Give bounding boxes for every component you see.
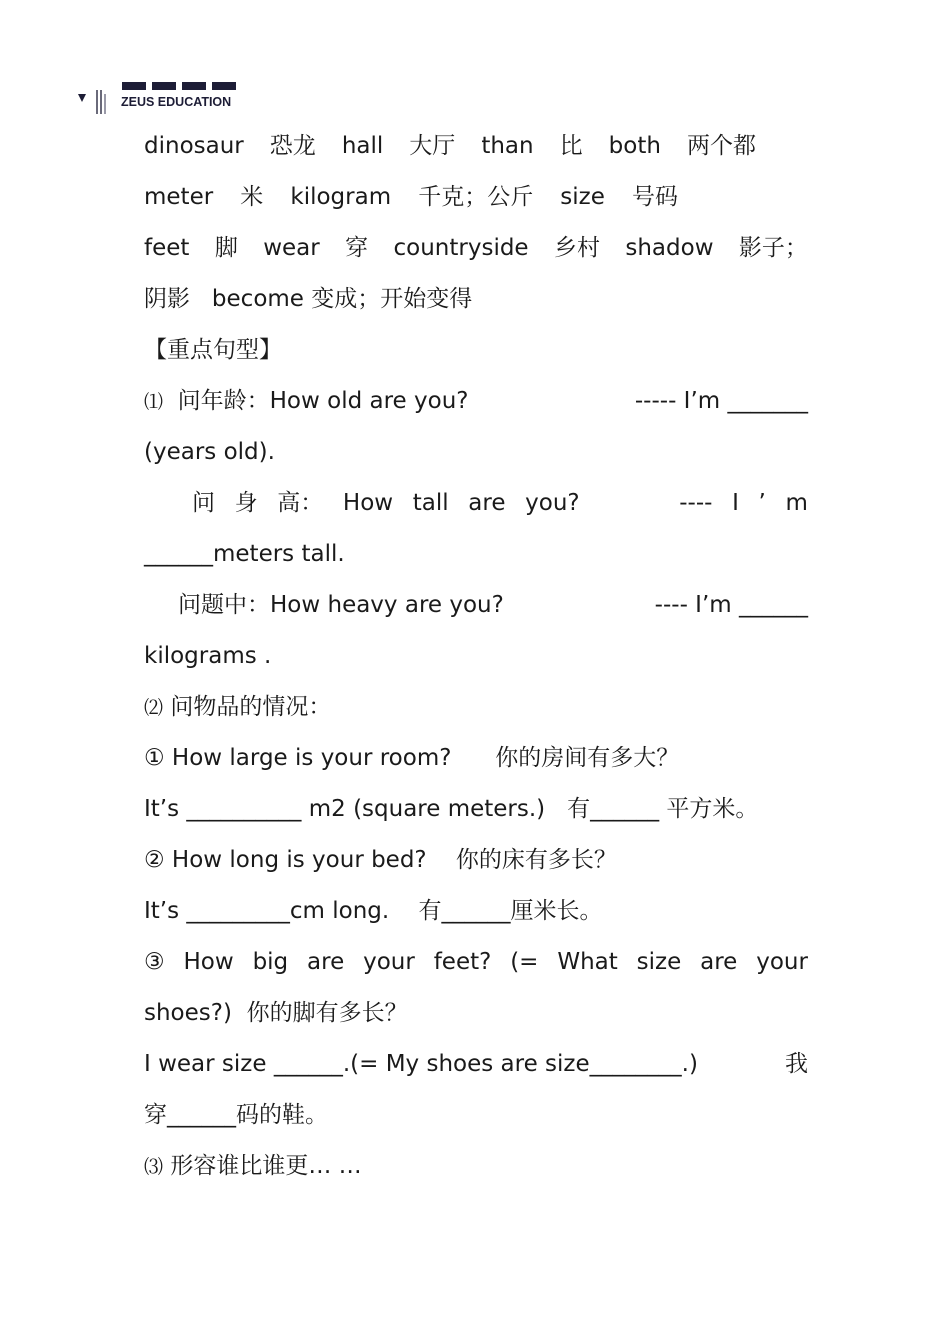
vocab-meaning: 脚: [214, 235, 238, 261]
vocab-meaning: 穿: [345, 235, 369, 261]
vocab-word: countryside: [393, 235, 529, 261]
item-number: ⑴: [144, 391, 164, 413]
height-part: tall: [412, 490, 449, 516]
height-part: How: [342, 490, 394, 516]
weight-question-line: [144, 580, 808, 631]
height-part: you?: [525, 490, 580, 516]
bed-answer: It’s _________cm long. 有______厘米长。: [144, 898, 603, 924]
height-part: are: [468, 490, 506, 516]
section-title: [144, 325, 808, 376]
document-body: [144, 121, 808, 1192]
vocab-meaning: 比: [559, 133, 583, 159]
vocab-meaning: 影子；: [738, 235, 808, 261]
weight-question: 问题中：How heavy are you?: [178, 592, 504, 618]
age-question-line: [144, 376, 808, 427]
vocab-line-1: [144, 121, 756, 172]
height-part: ----: [679, 490, 713, 516]
compare-title-line: [144, 1141, 808, 1192]
wear-text: I wear size ______.(= My shoes are size________.): [144, 1051, 698, 1077]
feet-part: feet?: [433, 949, 492, 975]
feet-question-continued: [144, 988, 808, 1039]
vocab-meaning: 乡村: [553, 235, 600, 261]
vocab-word: than: [481, 133, 534, 159]
item-number: ⑵: [144, 697, 164, 719]
height-question-line: [144, 478, 808, 529]
feet-part: your: [756, 949, 808, 975]
room-answer: It’s __________ m2 (square meters.) 有______ 平方米。: [144, 796, 759, 822]
vocab-meaning: 恐龙: [269, 133, 316, 159]
wear-text-end: 我: [785, 1051, 808, 1077]
bed-question-line: [144, 835, 808, 886]
vocab-meaning: 两个都: [686, 133, 756, 159]
height-part: ’: [758, 490, 766, 516]
items-title-line: [144, 682, 808, 733]
feet-question-line: [144, 937, 808, 988]
height-part: I: [732, 490, 739, 516]
age-answer: ----- I’m _______: [634, 388, 808, 414]
wear-line-continued: [144, 1090, 808, 1141]
vocab-word: meter: [144, 184, 214, 210]
room-question: ① How large is your room? 你的房间有多大？: [144, 745, 680, 771]
bed-question: ② How long is your bed? 你的床有多长？: [144, 847, 617, 873]
vocab-line-2: [144, 172, 678, 223]
logo-chinese-text-cropped: [120, 80, 238, 90]
vocab-word: shadow: [625, 235, 714, 261]
weight-answer-continued: [144, 631, 808, 682]
items-title: 问物品的情况：: [170, 694, 332, 720]
height-part: 高：: [277, 490, 324, 516]
feet-part: (=: [510, 949, 539, 975]
vocab-meaning: 号码: [632, 184, 678, 210]
zeus-education-logo: [78, 80, 248, 114]
bed-answer-line: [144, 886, 808, 937]
room-answer-line: [144, 784, 808, 835]
vocab-word: hall: [341, 133, 384, 159]
item-number: ⑶: [144, 1156, 164, 1178]
age-question-text: 问年龄：How old are you?: [177, 388, 469, 414]
vocab-word: both: [608, 133, 661, 159]
height-part: 身: [234, 490, 258, 516]
height-part: m: [785, 490, 808, 516]
compare-title: 形容谁比谁更… …: [170, 1153, 362, 1179]
vocab-word: dinosaur: [144, 133, 244, 159]
room-question-line: [144, 733, 808, 784]
feet-cont-text: shoes?) 你的脚有多长？: [144, 1000, 408, 1026]
height-answer-cont-text: ______meters tall.: [144, 541, 345, 567]
age-answer-cont-text: (years old).: [144, 439, 275, 465]
age-question: [144, 376, 468, 427]
wear-cont-text: 穿______码的鞋。: [144, 1102, 328, 1128]
vocab-meaning: 大厅: [409, 133, 456, 159]
feet-part: What: [557, 949, 618, 975]
vocab-meaning: 千克；公斤: [418, 184, 534, 210]
section-title-text: 【重点句型】: [144, 337, 282, 363]
feet-part: your: [363, 949, 415, 975]
feet-part: size: [636, 949, 682, 975]
feet-part: How: [183, 949, 234, 975]
vocab-word: size: [560, 184, 605, 210]
feet-part: are: [700, 949, 738, 975]
age-answer-continued: [144, 427, 808, 478]
vocab-line-4-text: 阴影 become 变成；开始变得: [144, 286, 473, 312]
wear-line: [144, 1039, 808, 1090]
vocab-word: feet: [144, 235, 190, 261]
logo-brand-text: ZEUS EDUCATION: [121, 95, 232, 109]
feet-part: ③: [144, 949, 165, 975]
vocab-word: kilogram: [290, 184, 392, 210]
vocab-line-4: [144, 274, 808, 325]
height-answer-continued: [144, 529, 808, 580]
feet-part: big: [252, 949, 289, 975]
height-part: 问: [192, 490, 215, 516]
feet-part: are: [307, 949, 345, 975]
weight-answer-cont-text: kilograms .: [144, 643, 272, 669]
vocab-meaning: 米: [240, 184, 264, 210]
zeus-logo-icon: [78, 86, 108, 114]
weight-answer: ---- I’m ______: [654, 592, 808, 618]
vocab-line-3: [144, 223, 808, 274]
vocab-word: wear: [263, 235, 320, 261]
